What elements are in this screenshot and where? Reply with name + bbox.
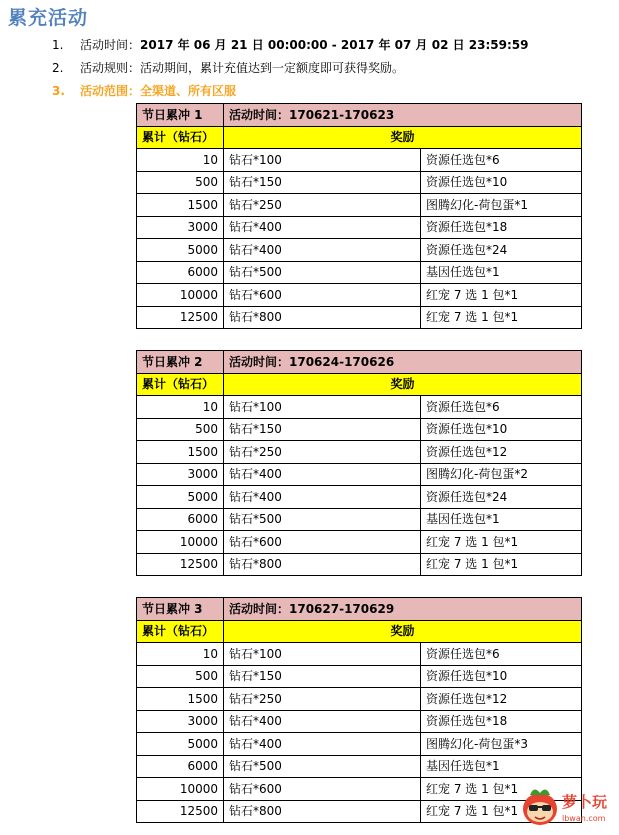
info-item-time [52, 37, 528, 53]
table-row [137, 149, 582, 172]
reward-item-cell: 红宠 7 选 1 包*1 [421, 284, 582, 307]
watermark-text: 萝卜玩 [562, 793, 608, 811]
page-title: 累充活动 [8, 7, 89, 29]
table-name: 节日累冲 3 [137, 598, 224, 621]
amount-cell: 3000 [137, 463, 224, 486]
reward-item-cell: 红宠 7 选 1 包*1 [421, 778, 582, 801]
reward-diamond-cell: 钻石*150 [224, 171, 421, 194]
amount-cell: 1500 [137, 688, 224, 711]
reward-diamond-cell: 钻石*400 [224, 710, 421, 733]
amount-cell: 500 [137, 665, 224, 688]
reward-table-3 [136, 597, 582, 823]
amount-cell: 5000 [137, 733, 224, 756]
amount-cell: 3000 [137, 216, 224, 239]
reward-diamond-cell: 钻石*800 [224, 306, 421, 329]
info-value: 2017 年 06 月 21 日 00:00:00 - 2017 年 07 月 02 日 23:59:59 [140, 38, 529, 52]
table-header-row [137, 351, 582, 374]
reward-diamond-cell: 钻石*250 [224, 194, 421, 217]
column-header-reward: 奖励 [224, 126, 582, 149]
info-value: 活动期间，累计充值达到一定额度即可获得奖励。 [140, 61, 405, 75]
amount-cell: 12500 [137, 800, 224, 823]
info-value: 全渠道、所有区服 [140, 84, 237, 98]
reward-item-cell: 资源任选包*24 [421, 486, 582, 509]
reward-diamond-cell: 钻石*400 [224, 239, 421, 262]
column-header-row [137, 620, 582, 643]
reward-diamond-cell: 钻石*400 [224, 733, 421, 756]
table-row [137, 710, 582, 733]
reward-diamond-cell: 钻石*400 [224, 463, 421, 486]
reward-diamond-cell: 钻石*150 [224, 418, 421, 441]
watermark-subtext: lbwan.com [562, 814, 606, 823]
table-name: 节日累冲 2 [137, 351, 224, 374]
info-number: 1. [52, 38, 64, 52]
amount-cell: 5000 [137, 239, 224, 262]
table-row [137, 553, 582, 576]
column-header-amount: 累计（钻石） [137, 373, 224, 396]
amount-cell: 10000 [137, 284, 224, 307]
reward-item-cell: 基因任选包*1 [421, 261, 582, 284]
reward-item-cell: 红宠 7 选 1 包*1 [421, 800, 582, 823]
amount-cell: 12500 [137, 306, 224, 329]
reward-item-cell: 红宠 7 选 1 包*1 [421, 553, 582, 576]
table-row [137, 665, 582, 688]
reward-item-cell: 图腾幻化-荷包蛋*3 [421, 733, 582, 756]
info-number: 2. [52, 61, 64, 75]
info-number: 3. [52, 84, 65, 98]
reward-diamond-cell: 钻石*500 [224, 261, 421, 284]
reward-item-cell: 资源任选包*6 [421, 643, 582, 666]
amount-cell: 6000 [137, 261, 224, 284]
column-header-row [137, 126, 582, 149]
table-row [137, 418, 582, 441]
reward-table-1 [136, 103, 582, 329]
amount-cell: 10000 [137, 778, 224, 801]
table-row [137, 171, 582, 194]
table-row [137, 508, 582, 531]
table-name: 节日累冲 1 [137, 104, 224, 127]
table-row [137, 755, 582, 778]
amount-cell: 500 [137, 418, 224, 441]
reward-item-cell: 红宠 7 选 1 包*1 [421, 531, 582, 554]
info-label: 活动规则： [80, 61, 141, 75]
column-header-reward: 奖励 [224, 620, 582, 643]
reward-item-cell: 资源任选包*6 [421, 396, 582, 419]
reward-diamond-cell: 钻石*100 [224, 149, 421, 172]
info-label: 活动时间： [80, 38, 141, 52]
reward-item-cell: 资源任选包*18 [421, 710, 582, 733]
amount-cell: 3000 [137, 710, 224, 733]
watermark-logo [518, 783, 616, 831]
reward-diamond-cell: 钻石*800 [224, 553, 421, 576]
reward-item-cell: 资源任选包*12 [421, 441, 582, 464]
table-row [137, 800, 582, 823]
reward-item-cell: 基因任选包*1 [421, 508, 582, 531]
reward-diamond-cell: 钻石*250 [224, 441, 421, 464]
table-row [137, 239, 582, 262]
info-item-rules [52, 60, 404, 76]
reward-item-cell: 资源任选包*6 [421, 149, 582, 172]
reward-item-cell: 资源任选包*10 [421, 665, 582, 688]
table-time: 活动时间：170624-170626 [224, 351, 582, 374]
table-row [137, 778, 582, 801]
reward-item-cell: 资源任选包*10 [421, 171, 582, 194]
reward-diamond-cell: 钻石*150 [224, 665, 421, 688]
table-row [137, 688, 582, 711]
table-row [137, 216, 582, 239]
reward-diamond-cell: 钻石*800 [224, 800, 421, 823]
info-item-scope [52, 83, 236, 99]
amount-cell: 5000 [137, 486, 224, 509]
table-row [137, 733, 582, 756]
reward-diamond-cell: 钻石*500 [224, 508, 421, 531]
amount-cell: 1500 [137, 441, 224, 464]
table-row [137, 396, 582, 419]
column-header-amount: 累计（钻石） [137, 126, 224, 149]
reward-item-cell: 红宠 7 选 1 包*1 [421, 306, 582, 329]
amount-cell: 10 [137, 643, 224, 666]
amount-cell: 12500 [137, 553, 224, 576]
reward-item-cell: 资源任选包*12 [421, 688, 582, 711]
reward-item-cell: 资源任选包*10 [421, 418, 582, 441]
table-time: 活动时间：170627-170629 [224, 598, 582, 621]
table-row [137, 441, 582, 464]
table-row [137, 486, 582, 509]
reward-item-cell: 图腾幻化-荷包蛋*2 [421, 463, 582, 486]
reward-item-cell: 资源任选包*24 [421, 239, 582, 262]
table-row [137, 194, 582, 217]
reward-diamond-cell: 钻石*100 [224, 396, 421, 419]
reward-diamond-cell: 钻石*400 [224, 486, 421, 509]
info-label: 活动范围： [80, 84, 141, 98]
table-header-row [137, 598, 582, 621]
table-header-row [137, 104, 582, 127]
amount-cell: 10 [137, 396, 224, 419]
reward-item-cell: 资源任选包*18 [421, 216, 582, 239]
table-row [137, 284, 582, 307]
column-header-row [137, 373, 582, 396]
amount-cell: 500 [137, 171, 224, 194]
reward-diamond-cell: 钻石*100 [224, 643, 421, 666]
amount-cell: 10000 [137, 531, 224, 554]
mascot-logo-icon [518, 783, 616, 831]
amount-cell: 6000 [137, 508, 224, 531]
table-row [137, 261, 582, 284]
reward-diamond-cell: 钻石*500 [224, 755, 421, 778]
amount-cell: 10 [137, 149, 224, 172]
table-row [137, 306, 582, 329]
amount-cell: 1500 [137, 194, 224, 217]
reward-table-2 [136, 350, 582, 576]
table-row [137, 643, 582, 666]
reward-diamond-cell: 钻石*400 [224, 216, 421, 239]
reward-diamond-cell: 钻石*600 [224, 531, 421, 554]
amount-cell: 6000 [137, 755, 224, 778]
reward-diamond-cell: 钻石*600 [224, 284, 421, 307]
reward-diamond-cell: 钻石*250 [224, 688, 421, 711]
column-header-amount: 累计（钻石） [137, 620, 224, 643]
reward-item-cell: 基因任选包*1 [421, 755, 582, 778]
column-header-reward: 奖励 [224, 373, 582, 396]
table-time: 活动时间：170621-170623 [224, 104, 582, 127]
table-row [137, 531, 582, 554]
reward-diamond-cell: 钻石*600 [224, 778, 421, 801]
reward-item-cell: 图腾幻化-荷包蛋*1 [421, 194, 582, 217]
table-row [137, 463, 582, 486]
